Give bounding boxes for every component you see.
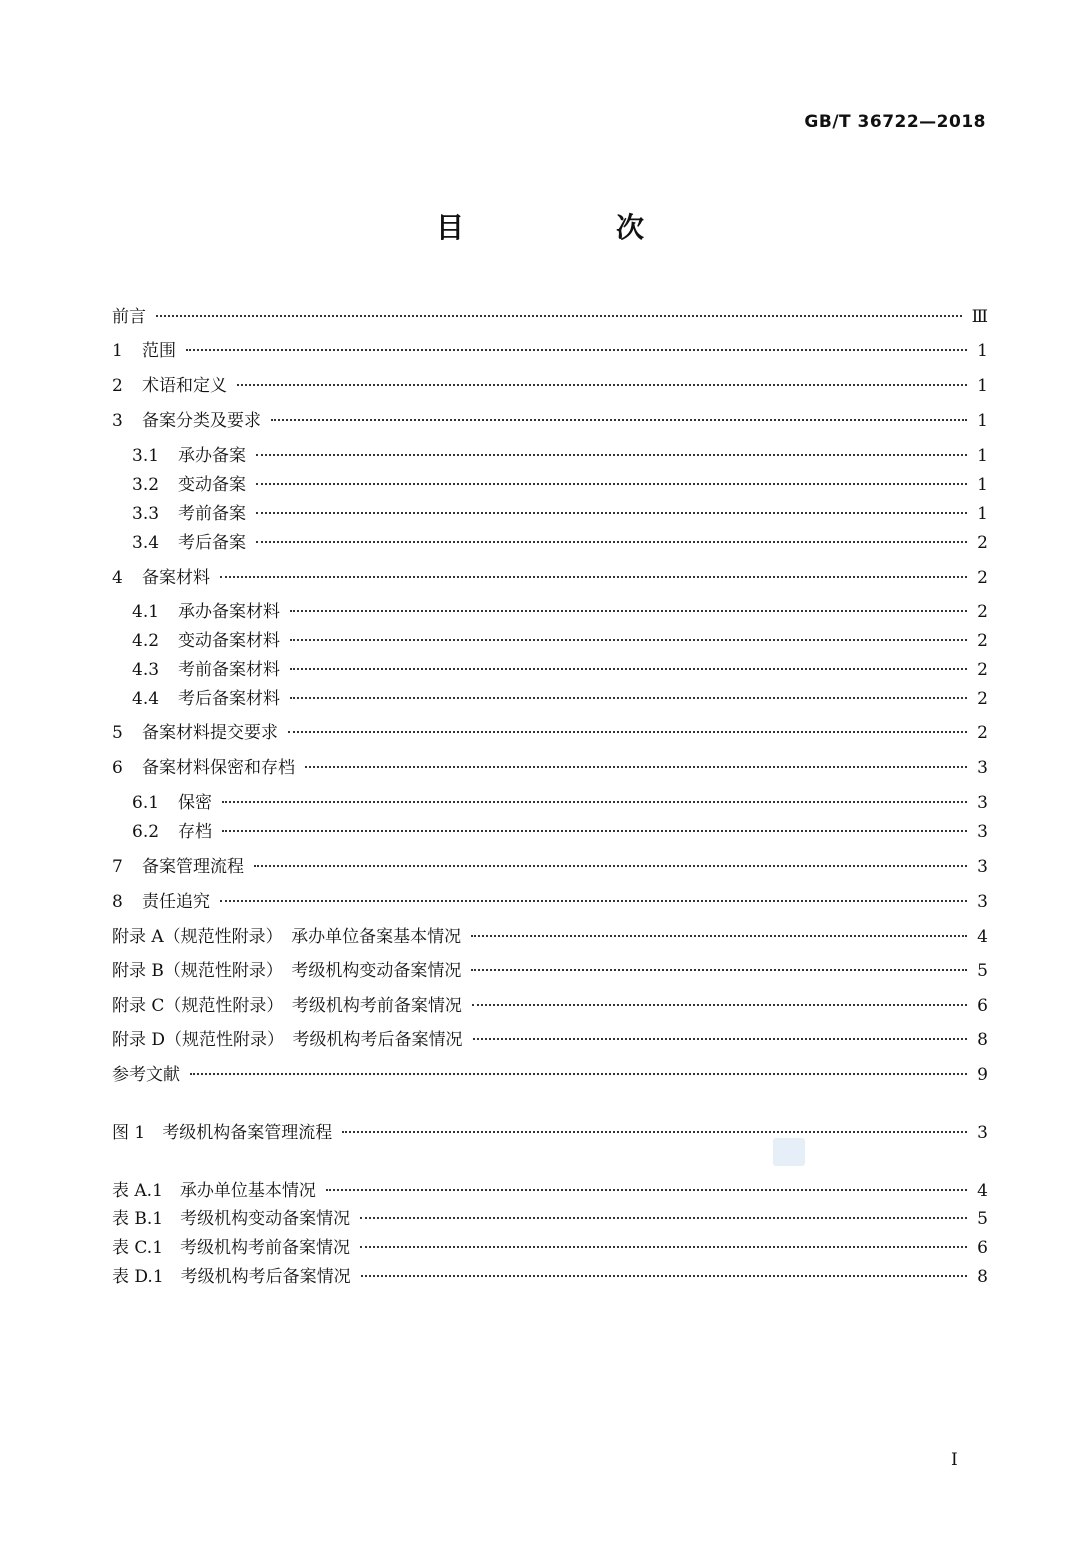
toc-entry-label: 备案材料保密和存档 — [142, 758, 295, 778]
toc-entry[interactable] — [112, 567, 988, 589]
toc-entry[interactable] — [112, 601, 988, 623]
toc-entry-page: 3 — [977, 1123, 988, 1143]
dot-leader — [290, 697, 967, 699]
toc-entry-label: 保密 — [178, 793, 212, 813]
toc-entry-page: 3 — [977, 793, 988, 813]
toc-entry[interactable] — [112, 410, 988, 432]
dot-leader — [256, 483, 967, 485]
toc-entry-number: 6.1 — [132, 793, 160, 813]
toc-entry[interactable] — [112, 926, 988, 948]
toc-entry[interactable] — [112, 960, 988, 982]
toc-entry-page: 3 — [977, 822, 988, 842]
toc-entry-page: 2 — [977, 723, 988, 743]
toc-entry-label: 承办备案材料 — [178, 602, 280, 622]
toc-entry[interactable] — [112, 1237, 988, 1259]
toc-entry-page: 3 — [977, 857, 988, 877]
toc-entry-number: 4.4 — [132, 689, 160, 709]
toc-entry-page: 6 — [977, 1238, 988, 1258]
toc-entry-page: 3 — [977, 758, 988, 778]
dot-leader — [326, 1189, 967, 1191]
toc-entry[interactable] — [112, 1122, 988, 1144]
dot-leader — [256, 512, 967, 514]
dot-leader — [222, 801, 967, 803]
toc-entry-page: 2 — [977, 660, 988, 680]
toc-entry-label: 附录 C（规范性附录） 考级机构考前备案情况 — [112, 996, 462, 1016]
toc-entry-page: 8 — [977, 1267, 988, 1287]
toc-entry-page: 4 — [977, 927, 988, 947]
toc-entry-label: 表 B.1 考级机构变动备案情况 — [112, 1209, 351, 1229]
toc-entry[interactable] — [112, 995, 988, 1017]
toc-entry-page: 2 — [977, 568, 988, 588]
dot-leader — [220, 576, 967, 578]
toc-entry[interactable] — [112, 532, 988, 554]
toc-entry-page: 8 — [977, 1030, 988, 1050]
toc-entry[interactable] — [112, 722, 988, 744]
toc-entry-page: 5 — [977, 1209, 988, 1229]
toc-entry-label: 图 1 考级机构备案管理流程 — [112, 1123, 333, 1143]
toc-entry-label: 承办备案 — [178, 446, 246, 466]
toc-entry-number: 4.3 — [132, 660, 160, 680]
dot-leader — [342, 1131, 967, 1133]
dot-leader — [361, 1275, 968, 1277]
toc-entry-page: 5 — [977, 961, 988, 981]
dot-leader — [471, 969, 967, 971]
page-number: I — [951, 1450, 958, 1470]
toc-entry-label: 备案材料 — [142, 568, 210, 588]
dot-leader — [290, 639, 967, 641]
toc-entry-page: 1 — [977, 475, 988, 495]
dot-leader — [271, 419, 967, 421]
toc-entry-label: 变动备案材料 — [178, 631, 280, 651]
toc-entry-page: Ⅲ — [971, 307, 988, 327]
toc-entry-label: 考后备案 — [178, 533, 246, 553]
toc-entry-page: 4 — [977, 1181, 988, 1201]
toc-entry[interactable] — [112, 1064, 988, 1086]
toc-entry-page: 1 — [977, 341, 988, 361]
toc-entry-label: 范围 — [142, 341, 176, 361]
dot-leader — [156, 315, 962, 317]
toc-entry-number: 6.2 — [132, 822, 160, 842]
toc-entry-number: 3.3 — [132, 504, 160, 524]
dot-leader — [237, 384, 967, 386]
toc-entry-label: 备案管理流程 — [142, 857, 244, 877]
toc-entry-label: 表 D.1 考级机构考后备案情况 — [112, 1267, 351, 1287]
toc-entry-page: 3 — [977, 892, 988, 912]
toc-entry-label: 术语和定义 — [142, 376, 227, 396]
toc-entry-page: 2 — [977, 602, 988, 622]
dot-leader — [473, 1038, 968, 1040]
toc-entry[interactable] — [112, 375, 988, 397]
dot-leader — [222, 830, 967, 832]
dot-leader — [186, 349, 967, 351]
toc-entry[interactable] — [112, 1208, 988, 1230]
toc-entry[interactable] — [112, 856, 988, 878]
toc-entry[interactable] — [112, 1266, 988, 1288]
toc-entry-label: 前言 — [112, 307, 146, 327]
dot-leader — [360, 1246, 967, 1248]
toc-entry-number: 4 — [112, 568, 123, 588]
toc-entry[interactable] — [112, 688, 988, 710]
dot-leader — [472, 1004, 967, 1006]
toc-entry-label: 备案分类及要求 — [142, 411, 261, 431]
toc-entry[interactable] — [112, 445, 988, 467]
toc-entry-label: 附录 A（规范性附录） 承办单位备案基本情况 — [112, 927, 462, 947]
toc-entry-label: 考后备案材料 — [178, 689, 280, 709]
toc-entry-label: 责任追究 — [142, 892, 210, 912]
toc-entry-page: 2 — [977, 631, 988, 651]
toc-entry-number: 2 — [112, 376, 123, 396]
toc-entry-label: 附录 D（规范性附录） 考级机构考后备案情况 — [112, 1030, 463, 1050]
toc-entry[interactable] — [112, 1029, 988, 1051]
toc-entry-page: 6 — [977, 996, 988, 1016]
toc-entry[interactable] — [112, 792, 988, 814]
toc-entry-label: 备案材料提交要求 — [142, 723, 278, 743]
watermark-logo — [773, 1138, 805, 1166]
toc-entry[interactable] — [112, 659, 988, 681]
dot-leader — [288, 731, 967, 733]
toc-entry-number: 7 — [112, 857, 123, 877]
toc-entry-number: 3 — [112, 411, 123, 431]
toc-entry[interactable] — [112, 340, 988, 362]
toc-entry[interactable] — [112, 757, 988, 779]
toc-entry-label: 考前备案 — [178, 504, 246, 524]
toc-entry-page: 2 — [977, 533, 988, 553]
toc-entry[interactable] — [112, 306, 988, 328]
toc-entry[interactable] — [112, 474, 988, 496]
toc-entry-label: 参考文献 — [112, 1065, 180, 1085]
toc-entry-page: 1 — [977, 504, 988, 524]
toc-entry-number: 6 — [112, 758, 123, 778]
toc-entry-label: 存档 — [178, 822, 212, 842]
toc-entry-label: 考前备案材料 — [178, 660, 280, 680]
dot-leader — [290, 610, 967, 612]
dot-leader — [256, 454, 967, 456]
toc-entry[interactable] — [112, 630, 988, 652]
toc-entry-number: 3.2 — [132, 475, 160, 495]
dot-leader — [256, 541, 967, 543]
dot-leader — [305, 766, 967, 768]
page-title: 目 次 — [435, 211, 706, 244]
toc-entry-number: 4.2 — [132, 631, 160, 651]
toc-entry-number: 4.1 — [132, 602, 160, 622]
toc-entry-label: 附录 B（规范性附录） 考级机构变动备案情况 — [112, 961, 462, 981]
toc-entry-label: 变动备案 — [178, 475, 246, 495]
toc-entry-number: 3.1 — [132, 446, 160, 466]
toc-entry-page: 1 — [977, 411, 988, 431]
toc-entry-number: 1 — [112, 341, 123, 361]
dot-leader — [290, 668, 967, 670]
toc-entry[interactable] — [112, 503, 988, 525]
toc-entry-number: 3.4 — [132, 533, 160, 553]
toc-entry-label: 表 C.1 考级机构考前备案情况 — [112, 1238, 351, 1258]
toc-entry[interactable] — [112, 1180, 988, 1202]
standard-number: GB/T 36722—2018 — [804, 112, 986, 132]
toc-entry-page: 2 — [977, 689, 988, 709]
toc-entry-number: 5 — [112, 723, 123, 743]
dot-leader — [190, 1073, 967, 1075]
toc-entry[interactable] — [112, 891, 988, 913]
toc-entry-page: 1 — [977, 376, 988, 396]
toc-entry-page: 9 — [977, 1065, 988, 1085]
toc-entry-number: 8 — [112, 892, 123, 912]
toc-entry-label: 表 A.1 承办单位基本情况 — [112, 1181, 316, 1201]
toc-entry[interactable] — [112, 821, 988, 843]
dot-leader — [360, 1217, 967, 1219]
dot-leader — [220, 900, 967, 902]
toc-entry-page: 1 — [977, 446, 988, 466]
dot-leader — [471, 935, 967, 937]
dot-leader — [254, 865, 967, 867]
